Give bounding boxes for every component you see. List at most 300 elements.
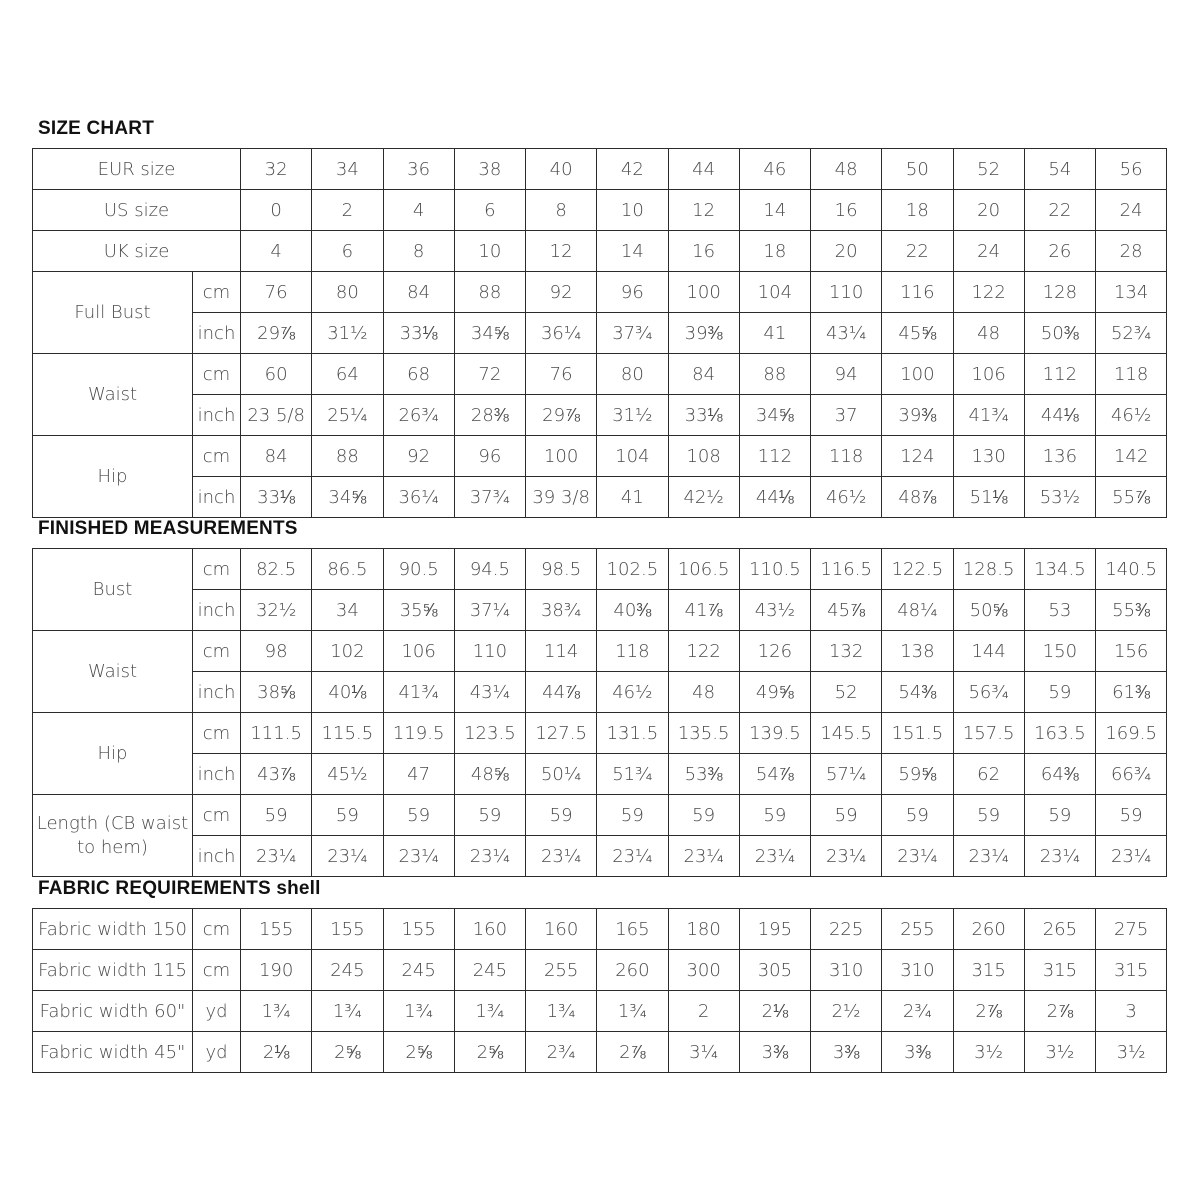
finished-measurements-table <box>32 548 1167 877</box>
value-cell: 260 <box>597 950 668 991</box>
value-cell: 45⅝ <box>882 313 953 354</box>
value-cell: 1¾ <box>312 991 383 1032</box>
value-cell: 1¾ <box>454 991 525 1032</box>
value-cell: 245 <box>454 950 525 991</box>
value-cell: 23¼ <box>1096 836 1167 877</box>
value-cell: 38¾ <box>526 590 597 631</box>
fabric-requirements-title: FABRIC REQUIREMENTS shell <box>38 878 321 899</box>
value-cell: 10 <box>454 231 525 272</box>
value-cell: 26¾ <box>383 395 454 436</box>
value-cell: 155 <box>383 909 454 950</box>
value-cell: 0 <box>241 190 312 231</box>
value-cell: 156 <box>1096 631 1167 672</box>
value-cell: 23 5/8 <box>241 395 312 436</box>
value-cell: 36¼ <box>383 477 454 518</box>
value-cell: 41 <box>597 477 668 518</box>
value-cell: 128.5 <box>953 549 1024 590</box>
value-cell: 3½ <box>1096 1032 1167 1073</box>
value-cell: 144 <box>953 631 1024 672</box>
value-cell: 59⅝ <box>882 754 953 795</box>
value-cell: 122 <box>953 272 1024 313</box>
table-row <box>33 149 1167 190</box>
value-cell: 12 <box>526 231 597 272</box>
value-cell: 115.5 <box>312 713 383 754</box>
table-row <box>33 549 1167 590</box>
value-cell: 118 <box>597 631 668 672</box>
value-cell: 23¼ <box>882 836 953 877</box>
value-cell: 142 <box>1096 436 1167 477</box>
value-cell: 2½ <box>811 991 882 1032</box>
table-row <box>33 713 1167 754</box>
size-system-label: EUR size <box>33 149 241 190</box>
value-cell: 112 <box>739 436 810 477</box>
measurement-label: Hip <box>33 713 193 795</box>
value-cell: 118 <box>1096 354 1167 395</box>
value-cell: 126 <box>739 631 810 672</box>
value-cell: 116.5 <box>811 549 882 590</box>
value-cell: 2¾ <box>526 1032 597 1073</box>
value-cell: 315 <box>953 950 1024 991</box>
value-cell: 150 <box>1024 631 1095 672</box>
value-cell: 111.5 <box>241 713 312 754</box>
table-row <box>33 836 1167 877</box>
value-cell: 123.5 <box>454 713 525 754</box>
value-cell: 76 <box>526 354 597 395</box>
value-cell: 82.5 <box>241 549 312 590</box>
table-row <box>33 590 1167 631</box>
value-cell: 2⅛ <box>739 991 810 1032</box>
value-cell: 23¼ <box>241 836 312 877</box>
unit-cell: yd <box>193 1032 241 1073</box>
value-cell: 94 <box>811 354 882 395</box>
unit-cell: yd <box>193 991 241 1032</box>
value-cell: 23¼ <box>811 836 882 877</box>
value-cell: 51⅛ <box>953 477 1024 518</box>
value-cell: 3⅜ <box>811 1032 882 1073</box>
value-cell: 50⅝ <box>953 590 1024 631</box>
value-cell: 59 <box>739 795 810 836</box>
value-cell: 33⅛ <box>383 313 454 354</box>
value-cell: 86.5 <box>312 549 383 590</box>
value-cell: 80 <box>312 272 383 313</box>
value-cell: 23¼ <box>668 836 739 877</box>
value-cell: 54⅜ <box>882 672 953 713</box>
value-cell: 59 <box>597 795 668 836</box>
table-row <box>33 231 1167 272</box>
value-cell: 23¼ <box>1024 836 1095 877</box>
value-cell: 2⅞ <box>597 1032 668 1073</box>
value-cell: 6 <box>454 190 525 231</box>
unit-cell: cm <box>193 950 241 991</box>
value-cell: 32½ <box>241 590 312 631</box>
value-cell: 23¼ <box>953 836 1024 877</box>
value-cell: 39 3/8 <box>526 477 597 518</box>
value-cell: 128 <box>1024 272 1095 313</box>
value-cell: 23¼ <box>312 836 383 877</box>
value-cell: 255 <box>882 909 953 950</box>
value-cell: 37¼ <box>454 590 525 631</box>
value-cell: 48⅝ <box>454 754 525 795</box>
value-cell: 160 <box>526 909 597 950</box>
value-cell: 140.5 <box>1096 549 1167 590</box>
value-cell: 59 <box>953 795 1024 836</box>
value-cell: 59 <box>526 795 597 836</box>
value-cell: 44⅞ <box>526 672 597 713</box>
value-cell: 44⅛ <box>1024 395 1095 436</box>
value-cell: 72 <box>454 354 525 395</box>
unit-cell: inch <box>193 313 241 354</box>
value-cell: 305 <box>739 950 810 991</box>
table-row <box>33 313 1167 354</box>
value-cell: 3¼ <box>668 1032 739 1073</box>
value-cell: 16 <box>668 231 739 272</box>
value-cell: 245 <box>383 950 454 991</box>
value-cell: 16 <box>811 190 882 231</box>
value-cell: 52 <box>811 672 882 713</box>
value-cell: 51¾ <box>597 754 668 795</box>
value-cell: 44⅛ <box>739 477 810 518</box>
value-cell: 94.5 <box>454 549 525 590</box>
value-cell: 1¾ <box>241 991 312 1032</box>
value-cell: 315 <box>1024 950 1095 991</box>
value-cell: 102 <box>312 631 383 672</box>
unit-cell: cm <box>193 436 241 477</box>
value-cell: 20 <box>811 231 882 272</box>
value-cell: 163.5 <box>1024 713 1095 754</box>
value-cell: 46½ <box>597 672 668 713</box>
measurement-label: Bust <box>33 549 193 631</box>
value-cell: 48 <box>811 149 882 190</box>
fabric-width-label: Fabric width 115 <box>33 950 193 991</box>
value-cell: 155 <box>241 909 312 950</box>
table-row <box>33 1032 1167 1073</box>
value-cell: 88 <box>312 436 383 477</box>
value-cell: 52¾ <box>1096 313 1167 354</box>
value-cell: 28 <box>1096 231 1167 272</box>
size-system-label: UK size <box>33 231 241 272</box>
value-cell: 33⅛ <box>241 477 312 518</box>
value-cell: 59 <box>312 795 383 836</box>
value-cell: 50⅜ <box>1024 313 1095 354</box>
value-cell: 106.5 <box>668 549 739 590</box>
value-cell: 43¼ <box>454 672 525 713</box>
value-cell: 59 <box>882 795 953 836</box>
value-cell: 1¾ <box>597 991 668 1032</box>
table-row <box>33 436 1167 477</box>
unit-cell: cm <box>193 795 241 836</box>
value-cell: 112 <box>1024 354 1095 395</box>
value-cell: 31½ <box>597 395 668 436</box>
value-cell: 29⅞ <box>526 395 597 436</box>
unit-cell: inch <box>193 395 241 436</box>
value-cell: 2⅝ <box>454 1032 525 1073</box>
value-cell: 1¾ <box>526 991 597 1032</box>
value-cell: 25¼ <box>312 395 383 436</box>
value-cell: 135.5 <box>668 713 739 754</box>
value-cell: 132 <box>811 631 882 672</box>
value-cell: 106 <box>953 354 1024 395</box>
value-cell: 33⅛ <box>668 395 739 436</box>
value-cell: 20 <box>953 190 1024 231</box>
value-cell: 134 <box>1096 272 1167 313</box>
value-cell: 131.5 <box>597 713 668 754</box>
value-cell: 22 <box>1024 190 1095 231</box>
value-cell: 310 <box>811 950 882 991</box>
value-cell: 14 <box>739 190 810 231</box>
table-row <box>33 991 1167 1032</box>
value-cell: 18 <box>739 231 810 272</box>
value-cell: 114 <box>526 631 597 672</box>
value-cell: 43½ <box>739 590 810 631</box>
value-cell: 41 <box>739 313 810 354</box>
value-cell: 38⅝ <box>241 672 312 713</box>
value-cell: 2⅝ <box>312 1032 383 1073</box>
unit-cell: cm <box>193 272 241 313</box>
value-cell: 46 <box>739 149 810 190</box>
table-row <box>33 631 1167 672</box>
fabric-width-label: Fabric width 45" <box>33 1032 193 1073</box>
value-cell: 45½ <box>312 754 383 795</box>
value-cell: 92 <box>526 272 597 313</box>
value-cell: 54⅞ <box>739 754 810 795</box>
value-cell: 34⅝ <box>454 313 525 354</box>
value-cell: 1¾ <box>383 991 454 1032</box>
value-cell: 110 <box>811 272 882 313</box>
value-cell: 260 <box>953 909 1024 950</box>
value-cell: 59 <box>811 795 882 836</box>
value-cell: 116 <box>882 272 953 313</box>
size-system-label: US size <box>33 190 241 231</box>
value-cell: 64⅜ <box>1024 754 1095 795</box>
value-cell: 50¼ <box>526 754 597 795</box>
value-cell: 52 <box>953 149 1024 190</box>
value-cell: 23¼ <box>526 836 597 877</box>
value-cell: 84 <box>383 272 454 313</box>
value-cell: 195 <box>739 909 810 950</box>
fabric-width-label: Fabric width 150 <box>33 909 193 950</box>
value-cell: 43⅞ <box>241 754 312 795</box>
fabric-requirements-table <box>32 908 1167 1073</box>
measurement-label: Length (CB waist to hem) <box>33 795 193 877</box>
value-cell: 134.5 <box>1024 549 1095 590</box>
value-cell: 41¾ <box>383 672 454 713</box>
value-cell: 42½ <box>668 477 739 518</box>
value-cell: 3⅜ <box>882 1032 953 1073</box>
table-row <box>33 672 1167 713</box>
value-cell: 4 <box>241 231 312 272</box>
value-cell: 122.5 <box>882 549 953 590</box>
value-cell: 23¼ <box>739 836 810 877</box>
value-cell: 96 <box>597 272 668 313</box>
value-cell: 37¾ <box>597 313 668 354</box>
value-cell: 145.5 <box>811 713 882 754</box>
value-cell: 55⅞ <box>1096 477 1167 518</box>
value-cell: 24 <box>953 231 1024 272</box>
value-cell: 53½ <box>1024 477 1095 518</box>
value-cell: 119.5 <box>383 713 454 754</box>
value-cell: 245 <box>312 950 383 991</box>
value-cell: 96 <box>454 436 525 477</box>
finished-measurements-title: FINISHED MEASUREMENTS <box>38 518 298 539</box>
value-cell: 80 <box>597 354 668 395</box>
value-cell: 48 <box>668 672 739 713</box>
value-cell: 37¾ <box>454 477 525 518</box>
value-cell: 22 <box>882 231 953 272</box>
value-cell: 40⅛ <box>312 672 383 713</box>
value-cell: 26 <box>1024 231 1095 272</box>
table-row <box>33 190 1167 231</box>
value-cell: 122 <box>668 631 739 672</box>
unit-cell: cm <box>193 713 241 754</box>
value-cell: 100 <box>882 354 953 395</box>
value-cell: 104 <box>739 272 810 313</box>
value-cell: 31½ <box>312 313 383 354</box>
value-cell: 24 <box>1096 190 1167 231</box>
unit-cell: inch <box>193 836 241 877</box>
unit-cell: cm <box>193 549 241 590</box>
table-row <box>33 795 1167 836</box>
value-cell: 127.5 <box>526 713 597 754</box>
unit-cell: inch <box>193 477 241 518</box>
value-cell: 2⅛ <box>241 1032 312 1073</box>
table-row <box>33 395 1167 436</box>
value-cell: 54 <box>1024 149 1095 190</box>
value-cell: 2 <box>668 991 739 1032</box>
value-cell: 34 <box>312 590 383 631</box>
measurement-label: Hip <box>33 436 193 518</box>
unit-cell: cm <box>193 354 241 395</box>
measurement-label: Waist <box>33 631 193 713</box>
value-cell: 39⅜ <box>668 313 739 354</box>
value-cell: 151.5 <box>882 713 953 754</box>
value-cell: 169.5 <box>1096 713 1167 754</box>
value-cell: 68 <box>383 354 454 395</box>
value-cell: 10 <box>597 190 668 231</box>
value-cell: 155 <box>312 909 383 950</box>
value-cell: 300 <box>668 950 739 991</box>
value-cell: 40⅜ <box>597 590 668 631</box>
value-cell: 14 <box>597 231 668 272</box>
value-cell: 255 <box>526 950 597 991</box>
unit-cell: inch <box>193 754 241 795</box>
value-cell: 100 <box>668 272 739 313</box>
value-cell: 88 <box>454 272 525 313</box>
fabric-width-label: Fabric width 60" <box>33 991 193 1032</box>
value-cell: 2⅞ <box>1024 991 1095 1032</box>
value-cell: 225 <box>811 909 882 950</box>
value-cell: 56¾ <box>953 672 1024 713</box>
value-cell: 59 <box>241 795 312 836</box>
value-cell: 59 <box>668 795 739 836</box>
value-cell: 3⅜ <box>739 1032 810 1073</box>
value-cell: 23¼ <box>597 836 668 877</box>
table-row <box>33 354 1167 395</box>
value-cell: 48⅞ <box>882 477 953 518</box>
value-cell: 34 <box>312 149 383 190</box>
value-cell: 8 <box>383 231 454 272</box>
value-cell: 2⅝ <box>383 1032 454 1073</box>
value-cell: 64 <box>312 354 383 395</box>
value-cell: 46½ <box>1096 395 1167 436</box>
value-cell: 53 <box>1024 590 1095 631</box>
value-cell: 61⅜ <box>1096 672 1167 713</box>
value-cell: 45⅞ <box>811 590 882 631</box>
value-cell: 8 <box>526 190 597 231</box>
value-cell: 41⅞ <box>668 590 739 631</box>
value-cell: 55⅜ <box>1096 590 1167 631</box>
value-cell: 130 <box>953 436 1024 477</box>
value-cell: 62 <box>953 754 1024 795</box>
value-cell: 38 <box>454 149 525 190</box>
value-cell: 43¼ <box>811 313 882 354</box>
value-cell: 23¼ <box>383 836 454 877</box>
value-cell: 6 <box>312 231 383 272</box>
unit-cell: inch <box>193 672 241 713</box>
value-cell: 90.5 <box>383 549 454 590</box>
value-cell: 4 <box>383 190 454 231</box>
value-cell: 104 <box>597 436 668 477</box>
unit-cell: cm <box>193 631 241 672</box>
value-cell: 2 <box>312 190 383 231</box>
unit-cell: cm <box>193 909 241 950</box>
value-cell: 165 <box>597 909 668 950</box>
table-row <box>33 477 1167 518</box>
value-cell: 50 <box>882 149 953 190</box>
value-cell: 35⅝ <box>383 590 454 631</box>
value-cell: 32 <box>241 149 312 190</box>
unit-cell: inch <box>193 590 241 631</box>
value-cell: 157.5 <box>953 713 1024 754</box>
value-cell: 108 <box>668 436 739 477</box>
value-cell: 41¾ <box>953 395 1024 436</box>
value-cell: 57¼ <box>811 754 882 795</box>
value-cell: 59 <box>1024 672 1095 713</box>
value-cell: 40 <box>526 149 597 190</box>
value-cell: 315 <box>1096 950 1167 991</box>
value-cell: 160 <box>454 909 525 950</box>
value-cell: 12 <box>668 190 739 231</box>
value-cell: 84 <box>241 436 312 477</box>
value-cell: 29⅞ <box>241 313 312 354</box>
value-cell: 56 <box>1096 149 1167 190</box>
value-cell: 2⅞ <box>953 991 1024 1032</box>
value-cell: 138 <box>882 631 953 672</box>
value-cell: 53⅜ <box>668 754 739 795</box>
value-cell: 136 <box>1024 436 1095 477</box>
value-cell: 44 <box>668 149 739 190</box>
value-cell: 124 <box>882 436 953 477</box>
table-row <box>33 754 1167 795</box>
table-row <box>33 272 1167 313</box>
value-cell: 42 <box>597 149 668 190</box>
value-cell: 36 <box>383 149 454 190</box>
value-cell: 23¼ <box>454 836 525 877</box>
value-cell: 139.5 <box>739 713 810 754</box>
value-cell: 2¾ <box>882 991 953 1032</box>
value-cell: 34⅝ <box>739 395 810 436</box>
value-cell: 18 <box>882 190 953 231</box>
value-cell: 3½ <box>953 1032 1024 1073</box>
value-cell: 118 <box>811 436 882 477</box>
size-chart-title: SIZE CHART <box>38 118 154 139</box>
table-row <box>33 950 1167 991</box>
value-cell: 59 <box>1096 795 1167 836</box>
value-cell: 98 <box>241 631 312 672</box>
value-cell: 180 <box>668 909 739 950</box>
value-cell: 100 <box>526 436 597 477</box>
value-cell: 3½ <box>1024 1032 1095 1073</box>
value-cell: 66¾ <box>1096 754 1167 795</box>
